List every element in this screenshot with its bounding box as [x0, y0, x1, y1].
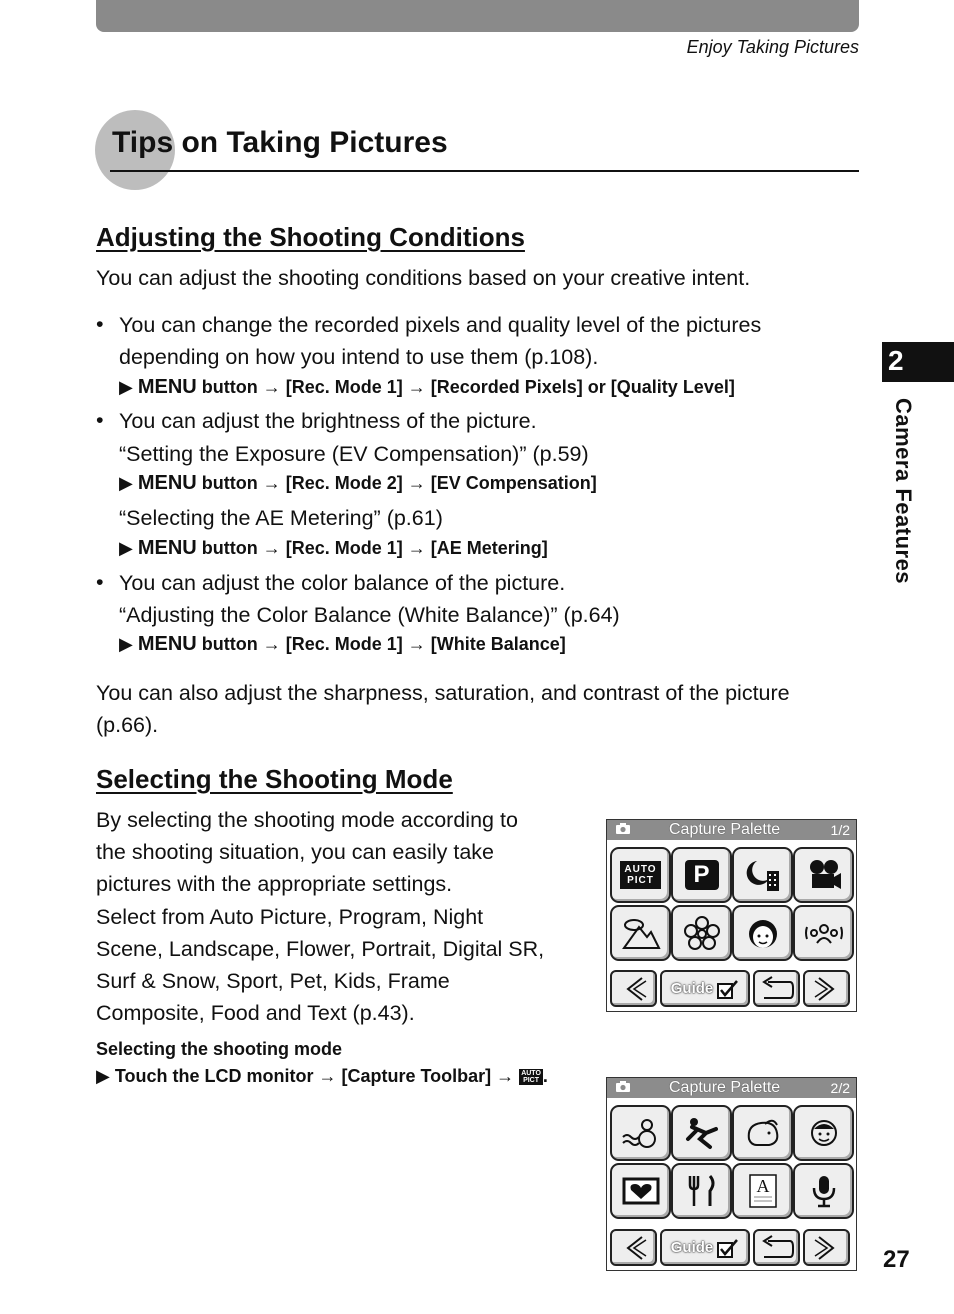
checkbox-checked-icon: [717, 979, 739, 999]
cmd-text: button: [196, 634, 263, 654]
previous-page-button[interactable]: [610, 970, 657, 1007]
checkbox-checked-icon: [717, 1238, 739, 1258]
selecting-line: the shooting situation, you can easily take: [96, 840, 495, 864]
flower-mode-button[interactable]: [671, 905, 732, 961]
adjusting-intro: You can adjust the shooting conditions based on your creative intent.: [96, 266, 751, 290]
flower-icon: [682, 915, 722, 951]
steps-command: ▶ Touch the LCD monitor → [Capture Toolbar] → AUTO PICT .: [96, 1066, 548, 1086]
cmd-text: [AE Metering]: [425, 538, 548, 558]
play-arrow-icon: ▶: [119, 377, 138, 397]
camera-icon: [615, 822, 631, 840]
selecting-heading: Selecting the Shooting Mode: [96, 764, 453, 794]
landscape-icon: [621, 915, 661, 951]
selecting-line: Select from Auto Picture, Program, Night: [96, 905, 484, 929]
next-page-button[interactable]: [803, 970, 850, 1007]
text-icon: [743, 1173, 783, 1209]
menu-label: MENU: [137, 376, 197, 398]
capture-palette-2: [606, 1077, 857, 1271]
right-arrow-icon: →: [496, 1066, 515, 1086]
program-mode-button[interactable]: [671, 847, 732, 903]
play-arrow-icon: ▶: [119, 634, 138, 654]
back-button[interactable]: [753, 970, 800, 1007]
bullet-1-line-2: depending on how you intend to use them (p.108).: [119, 345, 599, 369]
command-b2: [119, 472, 597, 495]
night-scene-mode-button[interactable]: [732, 847, 793, 903]
cmd-text: [Recorded Pixels] or [Quality Level]: [425, 377, 735, 397]
adjusting-outro-line-1: You can also adjust the sharpness, saturation, and contrast of the picture: [96, 681, 790, 705]
guide-toggle-button[interactable]: [660, 1229, 750, 1266]
night-scene-icon: [743, 857, 783, 893]
bullet-2-line-2: “Setting the Exposure (EV Compensation)” (p.59): [119, 442, 589, 466]
running-header: Enjoy Taking Pictures: [686, 37, 859, 57]
bullet-3-line-2: “Adjusting the Color Balance (White Balance)” (p.64): [119, 603, 620, 627]
guide-label: Guide: [670, 980, 714, 997]
text-mode-button[interactable]: [732, 1163, 793, 1219]
palette-title: Capture Palette: [669, 1079, 781, 1096]
food-icon: [682, 1173, 722, 1209]
palette-header: [607, 820, 856, 840]
landscape-mode-button[interactable]: [610, 905, 671, 961]
palette-page: 2/2: [830, 1080, 850, 1096]
cmd-text: [Rec. Mode 2]: [280, 473, 408, 493]
right-arrow-icon: →: [407, 538, 426, 558]
right-arrow-icon: →: [407, 634, 426, 654]
surf-snow-icon: [621, 1115, 661, 1151]
title-rule: [110, 170, 859, 172]
adjusting-heading: Adjusting the Shooting Conditions: [96, 222, 525, 252]
right-arrow-icon: →: [262, 634, 281, 654]
double-chevron-left-icon: [620, 976, 648, 1002]
bullet-1-line-1: You can change the recorded pixels and quality level of the pictures: [119, 313, 762, 337]
portrait-mode-button[interactable]: [732, 905, 793, 961]
frame-composite-icon: [621, 1173, 661, 1209]
auto-picture-icon: AUTO PICT: [521, 1070, 541, 1085]
movie-mode-button[interactable]: [793, 847, 854, 903]
palette-title: Capture Palette: [669, 821, 781, 838]
chapter-label: Camera Features: [891, 398, 916, 585]
return-arrow-icon: [760, 1235, 794, 1261]
back-button[interactable]: [753, 1229, 800, 1266]
cmd-text: [White Balance]: [425, 634, 566, 654]
right-arrow-icon: →: [407, 473, 426, 493]
double-chevron-right-icon: [813, 1235, 841, 1261]
guide-label: Guide: [670, 1239, 714, 1256]
chapter-tab: [882, 342, 954, 382]
auto-picture-icon: AUTO PICT: [620, 861, 660, 889]
movie-icon: [804, 857, 844, 893]
kids-mode-button[interactable]: [793, 1105, 854, 1161]
program-icon: P: [685, 860, 719, 890]
capture-palette-1: [606, 819, 857, 1012]
selecting-line: Composite, Food and Text (p.43).: [96, 1001, 415, 1025]
pet-mode-button[interactable]: [732, 1105, 793, 1161]
menu-label: MENU: [137, 537, 197, 559]
right-arrow-icon: →: [262, 473, 281, 493]
bullet-dot: •: [96, 408, 104, 432]
cmd-text: [Rec. Mode 1]: [280, 538, 408, 558]
menu-label: MENU: [137, 472, 197, 494]
steps-title: Selecting the shooting mode: [96, 1039, 343, 1059]
bullet-3-line-1: You can adjust the color balance of the picture.: [119, 571, 566, 595]
digital-sr-mode-button[interactable]: [793, 905, 854, 961]
cmd-text: [Rec. Mode 1]: [280, 377, 408, 397]
next-page-button[interactable]: [803, 1229, 850, 1266]
bullet-dot: •: [96, 570, 104, 594]
food-mode-button[interactable]: [671, 1163, 732, 1219]
top-bar: [96, 0, 859, 32]
camera-icon: [615, 1080, 631, 1098]
play-arrow-icon: ▶: [119, 473, 138, 493]
page-title: Tips on Taking Pictures: [112, 126, 448, 159]
digital-sr-icon: [804, 915, 844, 951]
sport-icon: [682, 1115, 722, 1151]
svg-text:A: A: [756, 1176, 769, 1196]
sport-mode-button[interactable]: [671, 1105, 732, 1161]
command-b2-2: [119, 537, 548, 560]
right-arrow-icon: →: [262, 377, 281, 397]
command-b1: [119, 376, 735, 399]
cmd-text: button: [196, 473, 263, 493]
selecting-line: By selecting the shooting mode according to: [96, 808, 518, 832]
frame-composite-mode-button[interactable]: [610, 1163, 671, 1219]
selecting-line: Surf & Snow, Sport, Pet, Kids, Frame: [96, 969, 450, 993]
adjusting-outro-line-2: (p.66).: [96, 713, 159, 737]
kids-icon: [804, 1115, 844, 1151]
voice-recording-mode-button[interactable]: [793, 1163, 854, 1219]
bullet-2-line-3: “Selecting the AE Metering” (p.61): [119, 506, 443, 530]
double-chevron-right-icon: [813, 976, 841, 1002]
cmd-text: ▶ Touch the LCD monitor: [96, 1066, 319, 1086]
portrait-icon: [743, 915, 783, 951]
guide-toggle-button[interactable]: [660, 970, 750, 1007]
right-arrow-icon: →: [318, 1066, 337, 1086]
cmd-text: [Rec. Mode 1]: [280, 634, 408, 654]
chapter-number: 2: [888, 345, 904, 376]
menu-label: MENU: [137, 633, 197, 655]
right-arrow-icon: →: [407, 377, 426, 397]
selecting-line: pictures with the appropriate settings.: [96, 872, 453, 896]
cmd-text: button: [196, 538, 263, 558]
bullet-dot: •: [96, 312, 104, 336]
bullet-2-line-1: You can adjust the brightness of the picture.: [119, 409, 537, 433]
right-arrow-icon: →: [262, 538, 281, 558]
cmd-text: [EV Compensation]: [425, 473, 597, 493]
previous-page-button[interactable]: [610, 1229, 657, 1266]
return-arrow-icon: [760, 976, 794, 1002]
selecting-line: Scene, Landscape, Flower, Portrait, Digital SR,: [96, 937, 545, 961]
page-number: 27: [883, 1246, 910, 1273]
play-arrow-icon: ▶: [119, 538, 138, 558]
command-b3: [119, 633, 566, 656]
cmd-text: [Capture Toolbar]: [336, 1066, 497, 1086]
palette-header: [607, 1078, 856, 1098]
microphone-icon: [804, 1173, 844, 1209]
surf-snow-mode-button[interactable]: [610, 1105, 671, 1161]
pet-icon: [743, 1115, 783, 1151]
cmd-text: button: [196, 377, 263, 397]
palette-page: 1/2: [830, 822, 850, 838]
double-chevron-left-icon: [620, 1235, 648, 1261]
auto-picture-mode-button[interactable]: [610, 847, 671, 903]
